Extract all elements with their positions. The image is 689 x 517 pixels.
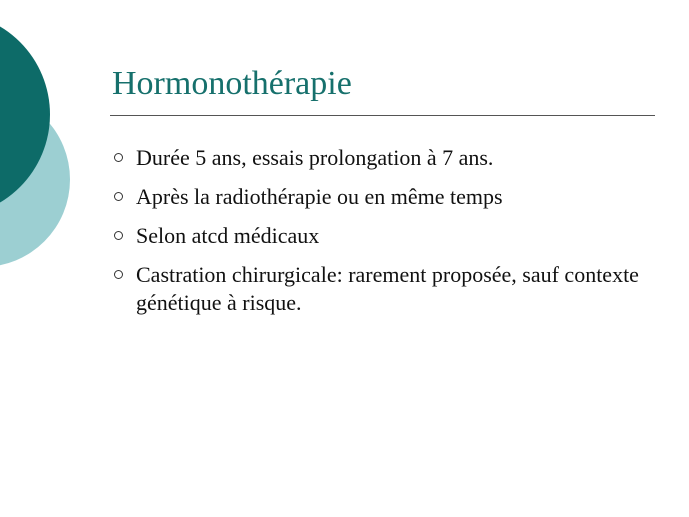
bullet-item [112,261,672,317]
bullet-item [112,144,672,172]
bullet-text: Castration chirurgicale: rarement proposée, sauf contexte génétique à risque. [136,262,639,315]
bullet-item [112,222,672,250]
hollow-circle-bullet-icon [114,192,123,201]
title-divider [110,115,655,116]
slide-title: Hormonothérapie [112,65,352,102]
bullet-text: Après la radiothérapie ou en même temps [136,184,503,209]
hollow-circle-bullet-icon [114,231,123,240]
hollow-circle-bullet-icon [114,153,123,162]
bullet-item [112,183,672,211]
bullet-text: Selon atcd médicaux [136,223,320,248]
bullet-list [112,144,672,328]
bullet-text: Durée 5 ans, essais prolongation à 7 ans. [136,145,494,170]
hollow-circle-bullet-icon [114,270,123,279]
